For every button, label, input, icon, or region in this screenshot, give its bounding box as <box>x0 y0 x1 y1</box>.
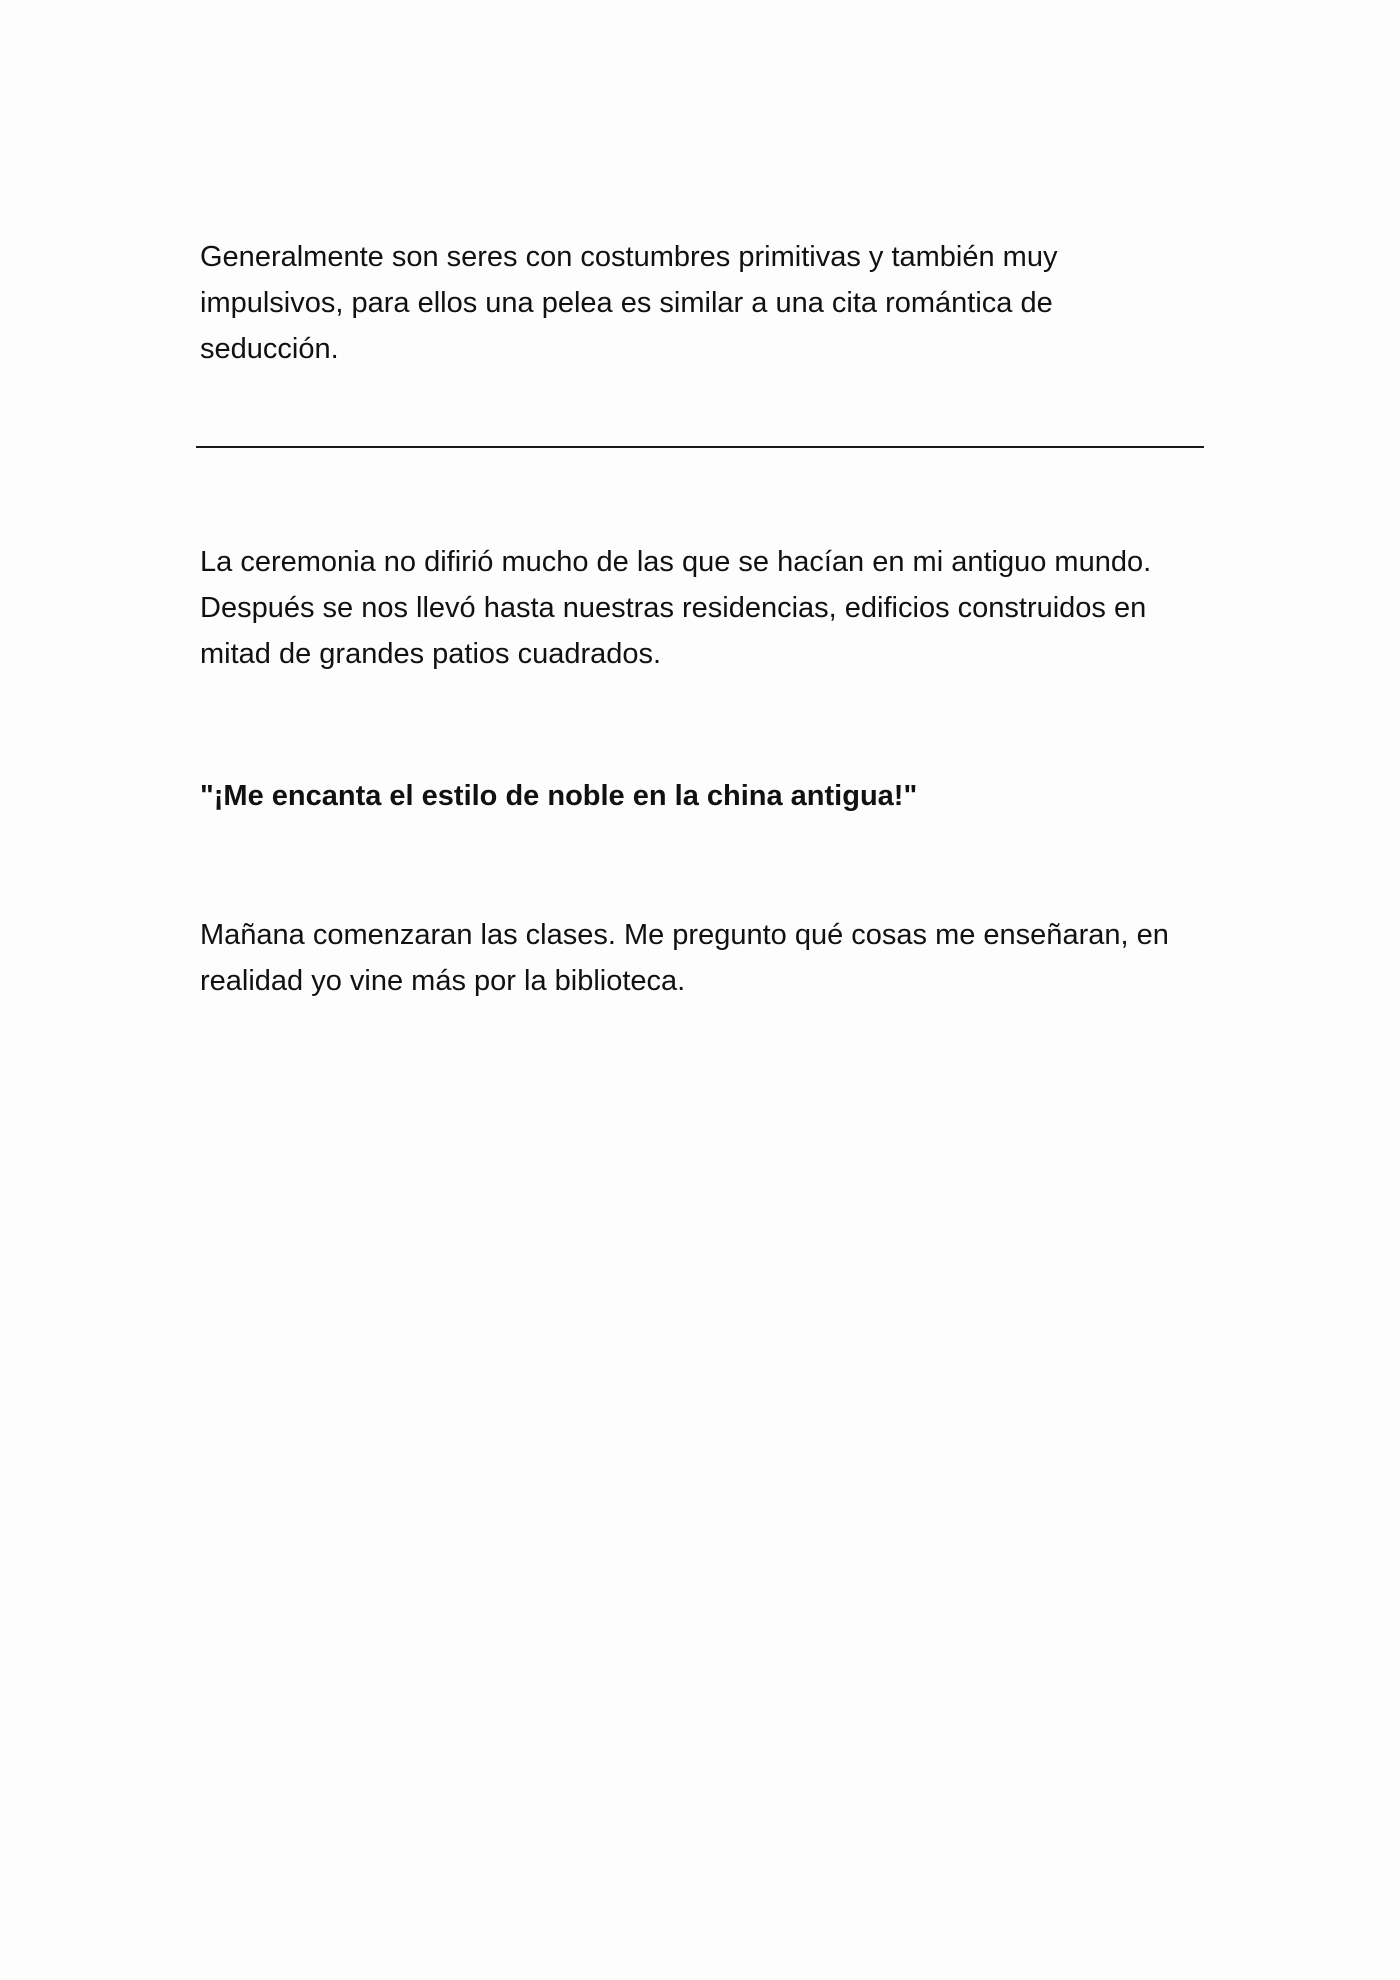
bold-quote: "¡Me encanta el estilo de noble en la china antigua!" <box>200 780 918 812</box>
paragraph-2-line: La ceremonia no difirió mucho de las que se hacían en mi antiguo mundo. <box>200 546 1152 578</box>
paragraph-1-line: seducción. <box>200 333 339 365</box>
horizontal-divider <box>196 446 1204 448</box>
paragraph-1-line: Generalmente son seres con costumbres primitivas y también muy <box>200 241 1058 273</box>
paragraph-2-line: mitad de grandes patios cuadrados. <box>200 638 662 670</box>
paragraph-3-line: Mañana comenzaran las clases. Me pregunto qué cosas me enseñaran, en <box>200 919 1169 951</box>
paragraph-3 <box>200 912 1210 1004</box>
paragraph-3-line: realidad yo vine más por la biblioteca. <box>200 965 686 997</box>
paragraph-1-line: impulsivos, para ellos una pelea es similar a una cita romántica de <box>200 287 1053 319</box>
paragraph-1 <box>200 234 1210 372</box>
paragraph-2 <box>200 539 1210 677</box>
paragraph-2-line: Después se nos llevó hasta nuestras residencias, edificios construidos en <box>200 592 1147 624</box>
